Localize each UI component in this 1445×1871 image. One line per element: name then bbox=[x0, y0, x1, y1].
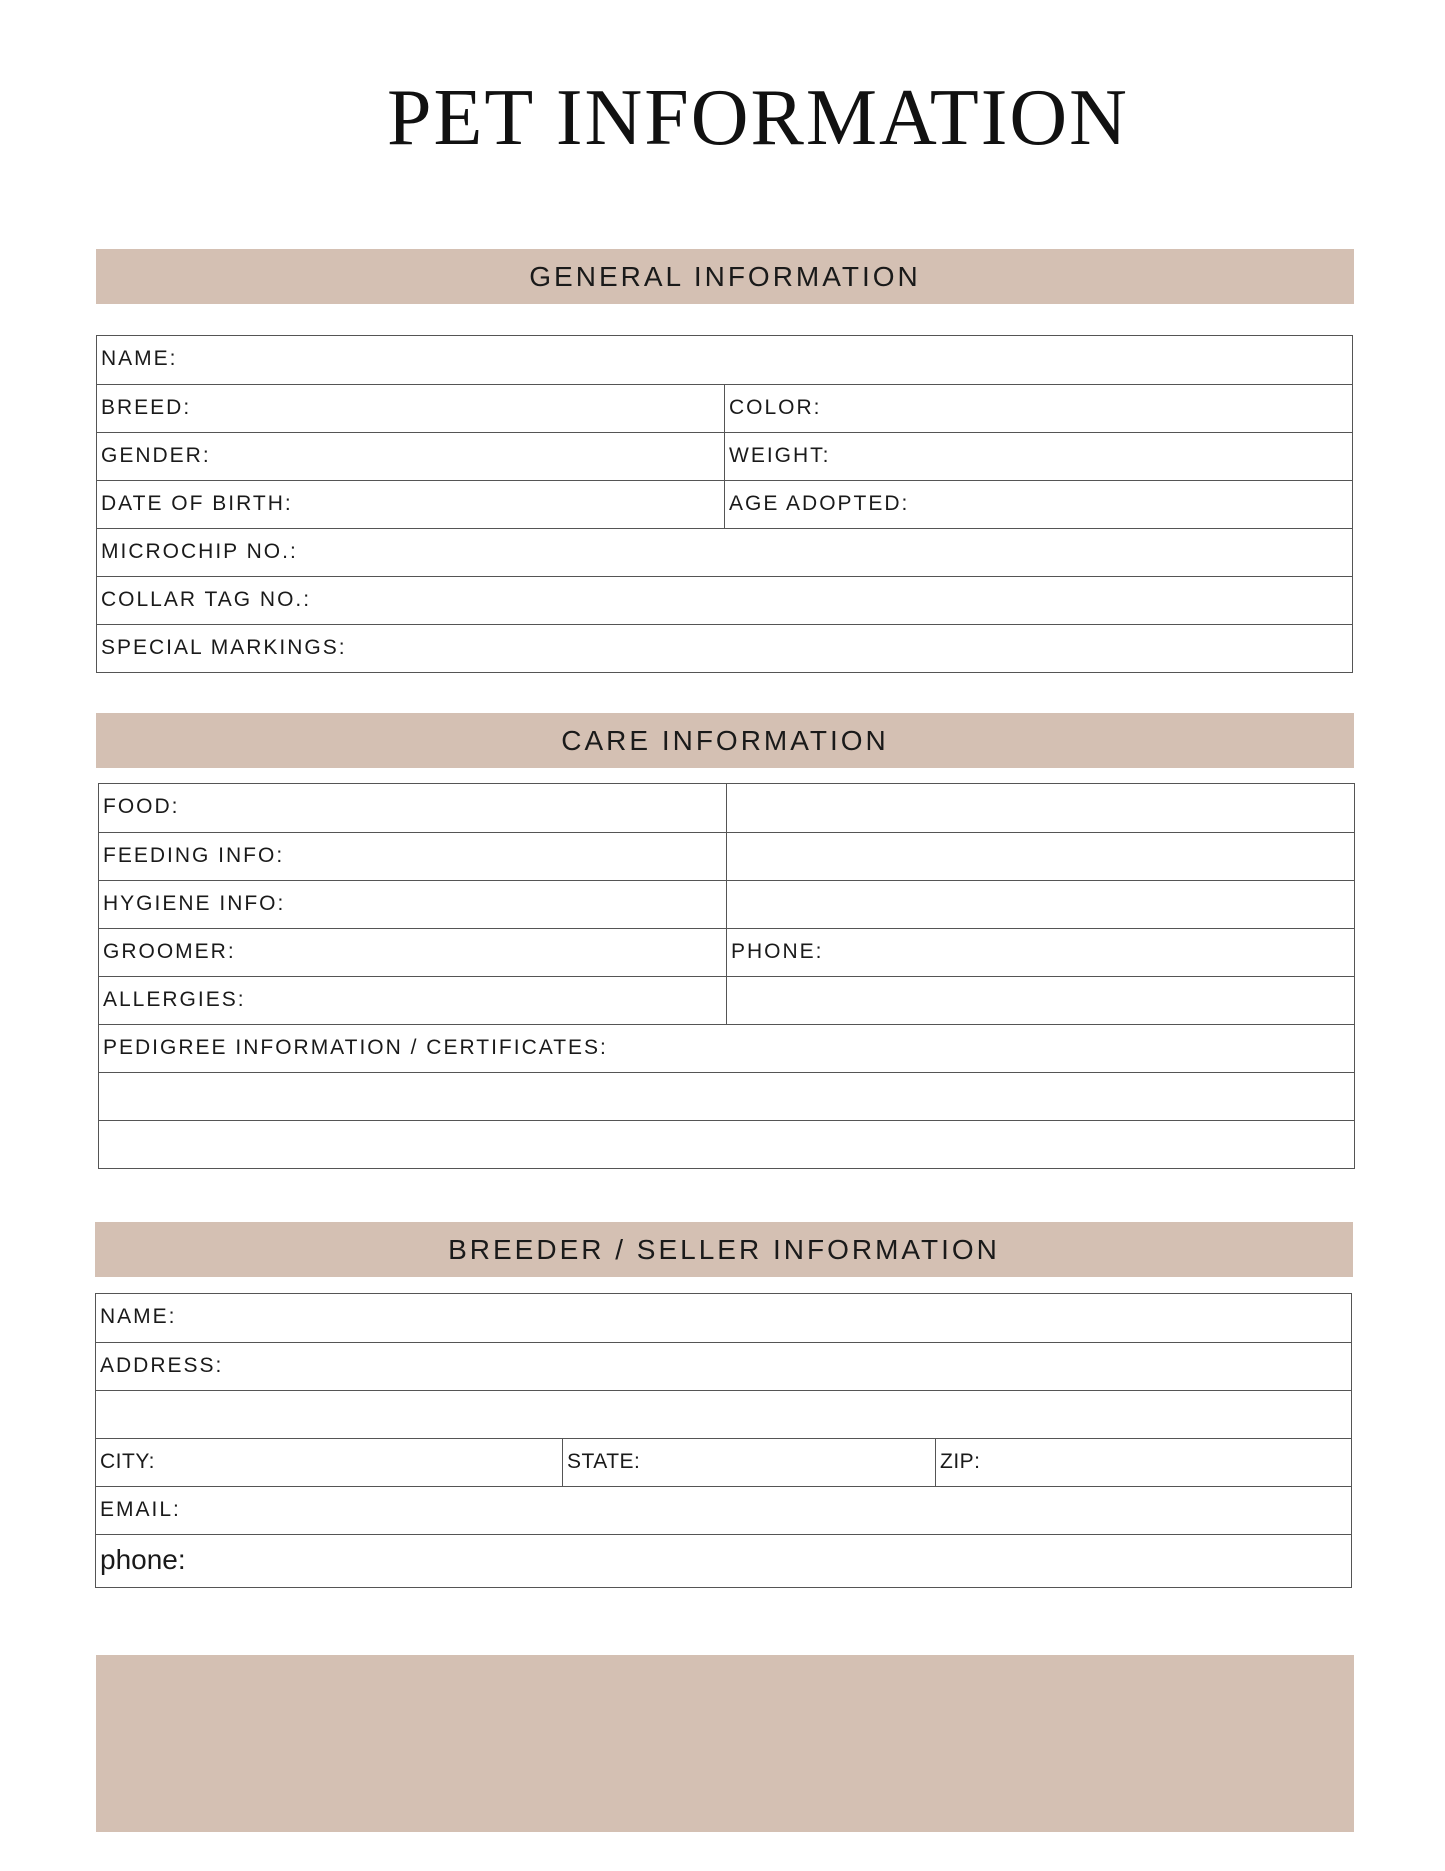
general-info-table bbox=[96, 335, 1353, 673]
table-row bbox=[96, 1534, 1351, 1587]
feeding-info-field[interactable]: FEEDING INFO: bbox=[103, 844, 285, 867]
care-info-table bbox=[98, 783, 1355, 1169]
collar-tag-field[interactable]: COLLAR TAG NO.: bbox=[101, 588, 312, 611]
date-of-birth-field[interactable]: DATE OF BIRTH: bbox=[101, 492, 293, 515]
hygiene-value-field[interactable] bbox=[726, 881, 1354, 928]
zip-field[interactable]: ZIP: bbox=[935, 1439, 1351, 1486]
hygiene-info-field[interactable]: HYGIENE INFO: bbox=[103, 892, 286, 915]
table-row bbox=[96, 1486, 1351, 1534]
address-field[interactable]: ADDRESS: bbox=[100, 1354, 224, 1377]
table-row bbox=[96, 1342, 1351, 1390]
allergies-field[interactable]: ALLERGIES: bbox=[103, 988, 246, 1011]
pedigree-field[interactable]: PEDIGREE INFORMATION / CERTIFICATES: bbox=[103, 1036, 608, 1059]
breeder-phone-field[interactable]: phone: bbox=[100, 1544, 186, 1575]
gender-field[interactable]: GENDER: bbox=[101, 444, 211, 467]
microchip-field[interactable]: MICROCHIP NO.: bbox=[101, 540, 298, 563]
email-field[interactable]: EMAIL: bbox=[100, 1498, 181, 1521]
breeder-info-table bbox=[95, 1293, 1352, 1588]
table-row bbox=[96, 1294, 1351, 1342]
special-markings-field[interactable]: SPECIAL MARKINGS: bbox=[101, 636, 347, 659]
allergies-value-field[interactable] bbox=[726, 977, 1354, 1024]
table-row bbox=[99, 1024, 1354, 1072]
breed-field[interactable]: BREED: bbox=[101, 396, 192, 419]
table-row bbox=[97, 432, 1352, 480]
pedigree-line-1[interactable] bbox=[99, 1073, 1354, 1120]
table-row bbox=[96, 1438, 1351, 1486]
table-row bbox=[97, 480, 1352, 528]
age-adopted-field[interactable]: AGE ADOPTED: bbox=[724, 481, 1352, 528]
feeding-value-field[interactable] bbox=[726, 833, 1354, 880]
pet-name-field[interactable]: NAME: bbox=[101, 347, 178, 370]
table-row bbox=[96, 1390, 1351, 1438]
city-field[interactable]: CITY: bbox=[100, 1450, 156, 1473]
table-row bbox=[99, 784, 1354, 832]
table-row bbox=[99, 976, 1354, 1024]
groomer-phone-field[interactable]: PHONE: bbox=[726, 929, 1354, 976]
food-field[interactable]: FOOD: bbox=[103, 795, 180, 818]
groomer-field[interactable]: GROOMER: bbox=[103, 940, 236, 963]
general-info-header: GENERAL INFORMATION bbox=[96, 249, 1354, 304]
notes-band bbox=[96, 1655, 1354, 1832]
page-title: PET INFORMATION bbox=[387, 74, 1129, 162]
care-info-header: CARE INFORMATION bbox=[96, 713, 1354, 768]
table-row bbox=[99, 880, 1354, 928]
color-field[interactable]: COLOR: bbox=[724, 385, 1352, 432]
weight-field[interactable]: WEIGHT: bbox=[724, 433, 1352, 480]
pedigree-line-2[interactable] bbox=[99, 1121, 1354, 1168]
table-row bbox=[97, 576, 1352, 624]
breeder-name-field[interactable]: NAME: bbox=[100, 1305, 177, 1328]
table-row bbox=[97, 336, 1352, 384]
state-field[interactable]: STATE: bbox=[562, 1439, 935, 1486]
table-row bbox=[99, 832, 1354, 880]
address-line-2[interactable] bbox=[96, 1391, 1351, 1438]
food-value-field[interactable] bbox=[726, 784, 1354, 832]
table-row bbox=[97, 384, 1352, 432]
table-row bbox=[99, 1072, 1354, 1120]
table-row bbox=[99, 1120, 1354, 1168]
table-row bbox=[99, 928, 1354, 976]
breeder-info-header: BREEDER / SELLER INFORMATION bbox=[95, 1222, 1353, 1277]
table-row bbox=[97, 624, 1352, 672]
table-row bbox=[97, 528, 1352, 576]
